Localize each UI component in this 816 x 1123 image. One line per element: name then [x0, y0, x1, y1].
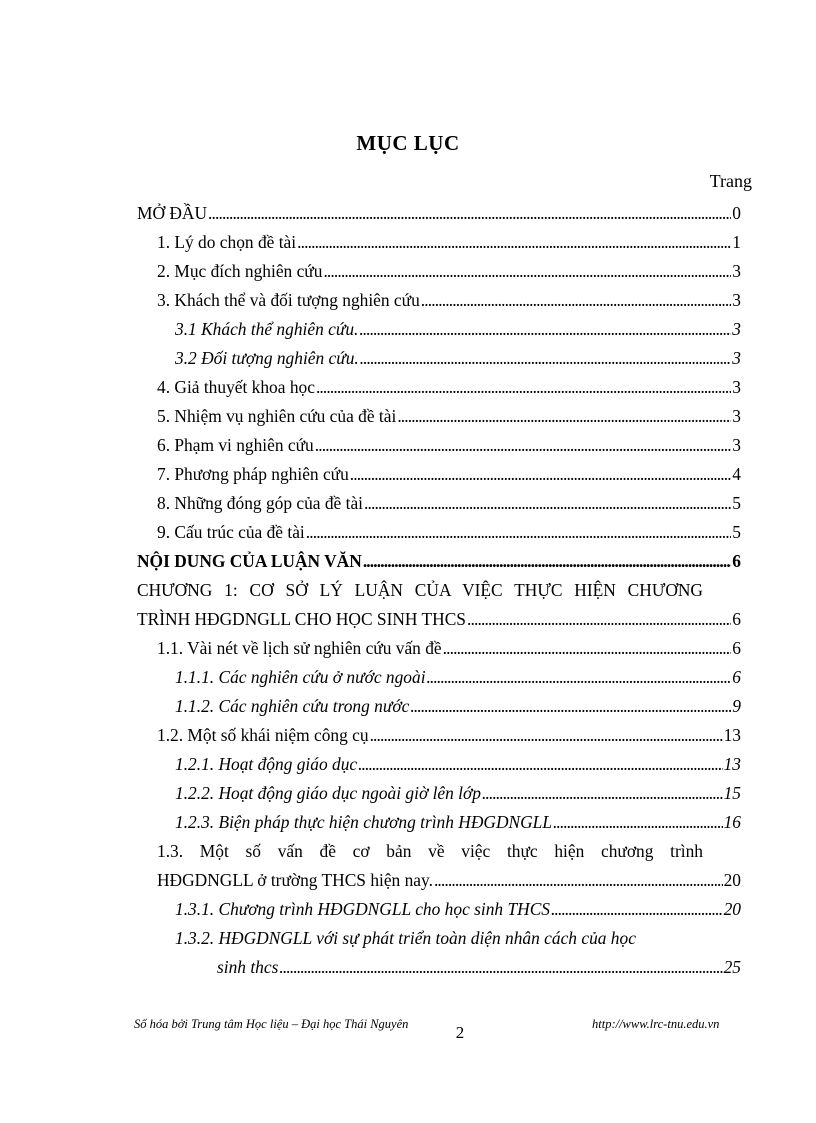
toc-entry-title: HĐGDNGLL ở trường THCS hiện nay.: [157, 870, 433, 890]
toc-entry-page: 13: [723, 754, 741, 774]
toc-entry[interactable]: [175, 810, 741, 834]
toc-entry-title: 1.3.1. Chương trình HĐGDNGLL cho học sinh THCS: [175, 899, 550, 919]
toc-entry-title: 1. Lý do chọn đề tài: [157, 232, 297, 252]
toc-entry[interactable]: [157, 404, 741, 428]
toc-entry-title: 4. Giả thuyết khoa học: [157, 377, 315, 397]
toc-entry-title[interactable]: 1.3. Một số vấn đề cơ bản về việc thực hiện chương trình: [157, 841, 703, 861]
footer-url[interactable]: http://www.lrc-tnu.edu.vn: [592, 1017, 720, 1031]
toc-entry[interactable]: [157, 433, 741, 457]
toc-entry-page: 3: [732, 290, 741, 310]
toc-entry[interactable]: [157, 288, 741, 312]
leader-dots: [323, 259, 731, 283]
toc-entry[interactable]: [175, 694, 741, 718]
page-title: MỤC LỤC: [356, 131, 460, 155]
page-number: 2: [455, 1023, 465, 1042]
toc-entry-page: 15: [723, 783, 741, 803]
toc-entry-title: MỞ ĐẦU: [137, 203, 208, 223]
toc-entry[interactable]: [157, 259, 741, 283]
toc-entry-title: 1.1.2. Các nghiên cứu trong nước: [175, 696, 410, 716]
toc-entry[interactable]: [157, 868, 741, 892]
toc-entry[interactable]: [175, 781, 741, 805]
toc-entry-title: TRÌNH HĐGDNGLL CHO HỌC SINH THCS: [137, 609, 466, 629]
toc-entry-page: 3: [732, 261, 741, 281]
toc-entry-page: 0: [732, 203, 741, 223]
toc-entry-title: 7. Phương pháp nghiên cứu: [157, 464, 349, 484]
toc-entry-title: 3. Khách thể và đối tượng nghiên cứu: [157, 290, 420, 310]
toc-entry-page: 13: [723, 725, 741, 745]
leader-dots: [434, 868, 723, 892]
leader-dots: [421, 288, 732, 312]
toc-entry-title: 5. Nhiệm vụ nghiên cứu của đề tài: [157, 406, 397, 426]
toc-entry[interactable]: [175, 346, 741, 370]
toc-entry[interactable]: [175, 665, 741, 689]
leader-dots: [208, 201, 731, 225]
toc-entry-title: NỘI DUNG CỦA LUẬN VĂN: [137, 551, 362, 571]
toc-entry[interactable]: [175, 317, 741, 341]
toc-entry-page: 6: [732, 609, 741, 629]
toc-entry-page: 3: [732, 319, 741, 339]
leader-dots: [364, 491, 731, 515]
toc-entry[interactable]: [137, 201, 741, 225]
toc-entry[interactable]: [137, 549, 741, 573]
toc-entry[interactable]: [137, 607, 741, 631]
toc-entry-title: 1.1. Vài nét về lịch sử nghiên cứu vấn đề: [157, 638, 442, 658]
leader-dots: [482, 781, 723, 805]
leader-dots: [316, 375, 731, 399]
toc-entry-page: 3: [732, 348, 741, 368]
toc-entry-title: 6. Phạm vi nghiên cứu: [157, 435, 314, 455]
toc-entry-title[interactable]: CHƯƠNG 1: CƠ SỞ LÝ LUẬN CỦA VIỆC THỰC HIỆN CHƯƠNG: [137, 580, 703, 600]
leader-dots: [553, 810, 723, 834]
toc-entry-page: 25: [723, 957, 741, 977]
toc-entry[interactable]: [157, 520, 741, 544]
toc-entry[interactable]: [175, 752, 741, 776]
toc-entry-page: 6: [732, 667, 741, 687]
toc-entry-page: 16: [723, 812, 741, 832]
leader-dots: [370, 723, 723, 747]
toc-entry-page: 20: [723, 899, 741, 919]
toc-entry-title: 1.2.3. Biện pháp thực hiện chương trình HĐGDNGLL: [175, 812, 553, 832]
toc-entry[interactable]: [157, 491, 741, 515]
page-column-label: Trang: [709, 171, 752, 191]
toc-entry[interactable]: [217, 955, 741, 979]
footer-source: Số hóa bởi Trung tâm Học liệu – Đại học Thái Nguyên: [134, 1017, 409, 1031]
toc-entry-title: 8. Những đóng góp của đề tài: [157, 493, 363, 513]
leader-dots: [397, 404, 731, 428]
toc-entry-page: 5: [732, 522, 741, 542]
toc-entry-page: 5: [732, 493, 741, 513]
leader-dots: [306, 520, 732, 544]
toc-entry-page: 4: [732, 464, 741, 484]
leader-dots: [410, 694, 731, 718]
toc-entry-page: 20: [723, 870, 741, 890]
toc-entry[interactable]: [157, 636, 741, 660]
leader-dots: [443, 636, 732, 660]
toc-entry-title: 1.2. Một số khái niệm công cụ: [157, 725, 369, 745]
toc-entry-title: 3.2 Đối tượng nghiên cứu.: [175, 348, 359, 368]
leader-dots: [350, 462, 732, 486]
leader-dots: [360, 346, 732, 370]
leader-dots: [279, 955, 722, 979]
toc-entry-title: 1.2.1. Hoạt động giáo dục: [175, 754, 358, 774]
toc-entry-title: sinh thcs: [217, 957, 279, 977]
leader-dots: [297, 230, 731, 254]
toc-entry-page: 9: [732, 696, 741, 716]
toc-entry-page: 6: [732, 551, 741, 571]
toc-entry[interactable]: [157, 230, 741, 254]
toc-entry-title: 1.2.2. Hoạt động giáo dục ngoài giờ lên lớp: [175, 783, 481, 803]
leader-dots: [427, 665, 732, 689]
toc-entry-page: 1: [732, 232, 741, 252]
leader-dots: [551, 897, 723, 921]
toc-entry[interactable]: [157, 723, 741, 747]
toc-entry-page: 3: [732, 377, 741, 397]
leader-dots: [359, 317, 731, 341]
toc-entry-page: 3: [732, 435, 741, 455]
toc-entry-title: 9. Cấu trúc của đề tài: [157, 522, 305, 542]
leader-dots: [315, 433, 732, 457]
toc-entry[interactable]: [175, 897, 741, 921]
toc-entry-title: 3.1 Khách thể nghiên cứu.: [175, 319, 359, 339]
toc-entry-title: 1.1.1. Các nghiên cứu ở nước ngoài: [175, 667, 426, 687]
toc-entry-title: 2. Mục đích nghiên cứu: [157, 261, 323, 281]
leader-dots: [358, 752, 723, 776]
toc-entry-page: 3: [732, 406, 741, 426]
toc-entry[interactable]: [157, 375, 741, 399]
toc-entry-page: 6: [732, 638, 741, 658]
leader-dots: [467, 607, 731, 631]
leader-dots: [363, 549, 731, 573]
toc-entry-title[interactable]: 1.3.2. HĐGDNGLL với sự phát triển toàn diện nhân cách của học: [175, 928, 636, 948]
toc-entry[interactable]: [157, 462, 741, 486]
